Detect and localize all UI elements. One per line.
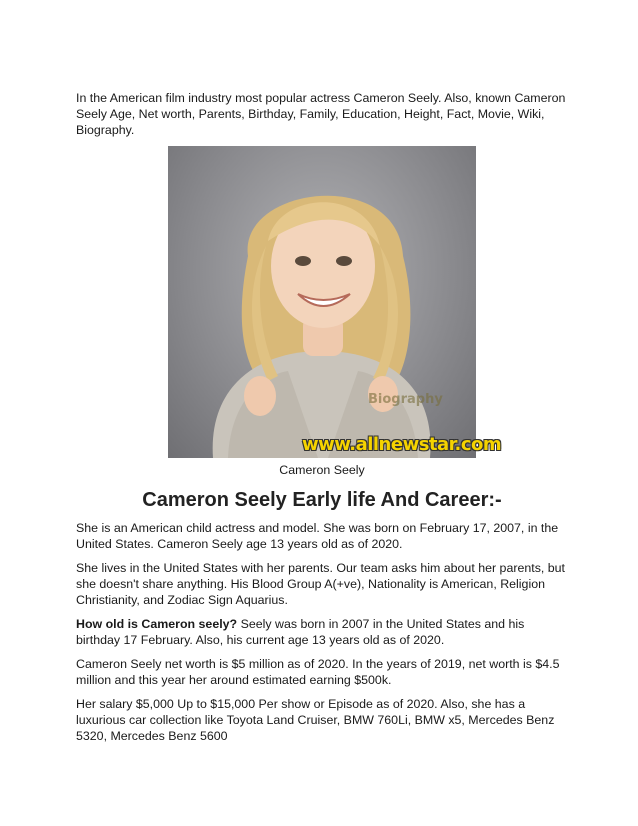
portrait-illustration <box>168 146 476 458</box>
article-body <box>76 90 568 752</box>
intro-paragraph: In the American film industry most popular actress Cameron Seely. Also, known Cameron Seely Age, Net worth, Parents, Birthday, Family, Education, Height, Fact, Movie, Wiki, Biography. <box>76 91 566 137</box>
section-heading: Cameron Seely Early life And Career:- <box>142 489 502 511</box>
question-bold: How old is Cameron seely? <box>76 617 238 631</box>
watermark-badge: Biography <box>368 392 443 407</box>
paragraph-1: She is an American child actress and model. She was born on February 17, 2007, in the United States. Cameron Seely age 13 years old as of 2020. <box>76 521 559 551</box>
paragraph-2: She lives in the United States with her parents. Our team asks him about her parents, but she doesn't share anything. His Blood Group A(+ve), Nationality is American, Religion Christianity, and Zodiac Sign Aquarius. <box>76 561 565 607</box>
paragraph-4: Cameron Seely net worth is $5 million as of 2020. In the years of 2019, net worth is $4.5 million and this year her around estimated earning $500k. <box>76 657 560 687</box>
watermark-text: www.allnewstar.com <box>302 434 502 455</box>
paragraph-3-text: Seely was born in 2007 in the United States and his birthday 17 February. Also, his current age 13 years old as of 2020. <box>76 617 525 647</box>
paragraph-3 <box>76 616 568 648</box>
profile-photo <box>168 146 502 458</box>
profile-figure <box>168 146 502 478</box>
paragraph-5: Her salary $5,000 Up to $15,000 Per show or Episode as of 2020. Also, she has a luxurious car collection like Toyota Land Cruiser, BMW 760Li, BMW x5, Mercedes Benz 5320, Mercedes Benz 5600 <box>76 697 555 743</box>
image-caption: Cameron Seely <box>279 463 365 477</box>
